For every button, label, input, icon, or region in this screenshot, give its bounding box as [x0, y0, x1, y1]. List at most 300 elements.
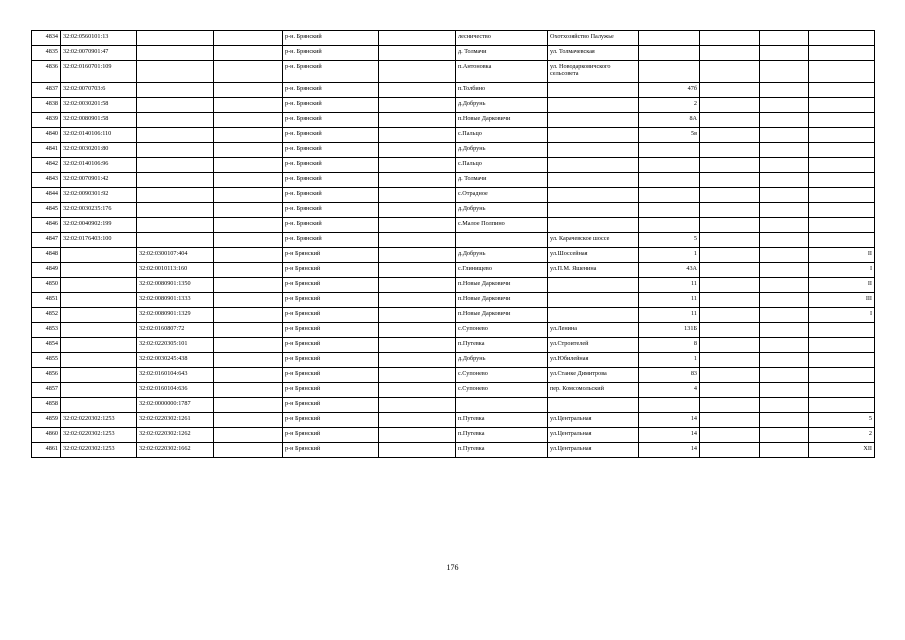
- empty-cell: [214, 203, 283, 218]
- empty-cell: [700, 61, 760, 83]
- empty-cell: [214, 398, 283, 413]
- cadastral-number-new: 32:02:0220305:101: [137, 338, 214, 353]
- table-row: [32, 338, 875, 353]
- extra-cell: [809, 98, 875, 113]
- empty-cell: [700, 338, 760, 353]
- extra-cell: XII: [809, 443, 875, 458]
- empty-cell: [379, 143, 456, 158]
- empty-cell: [700, 323, 760, 338]
- empty-cell: [379, 353, 456, 368]
- table-row: [32, 428, 875, 443]
- row-number: 4859: [32, 413, 61, 428]
- empty-cell: [379, 413, 456, 428]
- street-cell: [548, 98, 639, 113]
- empty-cell: [214, 263, 283, 278]
- street-cell: ул. Новодарковичского сельсовета: [548, 61, 639, 83]
- row-number: 4834: [32, 31, 61, 46]
- registry-table-body: [32, 31, 875, 458]
- cadastral-number-old: [61, 278, 137, 293]
- empty-cell: [214, 368, 283, 383]
- house-number-cell: [639, 218, 700, 233]
- cadastral-number-new: [137, 31, 214, 46]
- cadastral-number-old: 32:02:0030235:176: [61, 203, 137, 218]
- table-row: [32, 143, 875, 158]
- empty-cell: [214, 293, 283, 308]
- cadastral-number-old: [61, 353, 137, 368]
- cadastral-number-old: 32:02:0030201:80: [61, 143, 137, 158]
- house-number-cell: [639, 188, 700, 203]
- row-number: 4848: [32, 248, 61, 263]
- cadastral-number-old: 32:02:0560101:13: [61, 31, 137, 46]
- extra-cell: [809, 218, 875, 233]
- cadastral-number-new: 32:02:0080901:1350: [137, 278, 214, 293]
- empty-cell: [379, 61, 456, 83]
- empty-cell: [700, 308, 760, 323]
- empty-cell: [700, 31, 760, 46]
- cadastral-number-new: [137, 218, 214, 233]
- empty-cell: [760, 263, 809, 278]
- house-number-cell: 1: [639, 353, 700, 368]
- empty-cell: [379, 31, 456, 46]
- street-cell: ул.Центральная: [548, 443, 639, 458]
- table-row: [32, 293, 875, 308]
- empty-cell: [700, 278, 760, 293]
- cadastral-number-old: [61, 263, 137, 278]
- settlement-cell: п.Новые Дарковичи: [456, 308, 548, 323]
- row-number: 4852: [32, 308, 61, 323]
- empty-cell: [700, 443, 760, 458]
- cadastral-number-old: [61, 248, 137, 263]
- empty-cell: [760, 83, 809, 98]
- settlement-cell: п.Путевка: [456, 338, 548, 353]
- cadastral-number-new: [137, 113, 214, 128]
- row-number: 4846: [32, 218, 61, 233]
- extra-cell: [809, 173, 875, 188]
- settlement-cell: д.Добрунь: [456, 98, 548, 113]
- empty-cell: [700, 383, 760, 398]
- district-cell: р-н. Брянский: [283, 61, 379, 83]
- empty-cell: [700, 128, 760, 143]
- district-cell: р-н Брянский: [283, 263, 379, 278]
- house-number-cell: [639, 203, 700, 218]
- settlement-cell: п.Антоновка: [456, 61, 548, 83]
- street-cell: [548, 128, 639, 143]
- empty-cell: [760, 188, 809, 203]
- cadastral-number-new: 32:02:0220302:1262: [137, 428, 214, 443]
- district-cell: р-н Брянский: [283, 383, 379, 398]
- extra-cell: [809, 143, 875, 158]
- table-row: [32, 308, 875, 323]
- empty-cell: [700, 218, 760, 233]
- empty-cell: [760, 293, 809, 308]
- empty-cell: [760, 398, 809, 413]
- settlement-cell: п.Новые Дарковичи: [456, 278, 548, 293]
- empty-cell: [760, 443, 809, 458]
- house-number-cell: [639, 398, 700, 413]
- district-cell: р-н Брянский: [283, 368, 379, 383]
- empty-cell: [760, 113, 809, 128]
- street-cell: ул.Ленина: [548, 323, 639, 338]
- settlement-cell: с.Супонево: [456, 368, 548, 383]
- empty-cell: [214, 46, 283, 61]
- empty-cell: [700, 413, 760, 428]
- empty-cell: [379, 98, 456, 113]
- cadastral-number-new: [137, 233, 214, 248]
- house-number-cell: 47б: [639, 83, 700, 98]
- row-number: 4844: [32, 188, 61, 203]
- street-cell: [548, 308, 639, 323]
- street-cell: [548, 113, 639, 128]
- empty-cell: [214, 218, 283, 233]
- table-row: [32, 278, 875, 293]
- cadastral-number-old: 32:02:0220302:1253: [61, 428, 137, 443]
- table-row: [32, 46, 875, 61]
- cadastral-number-old: 32:02:0040902:199: [61, 218, 137, 233]
- district-cell: р-н Брянский: [283, 323, 379, 338]
- empty-cell: [760, 31, 809, 46]
- empty-cell: [214, 443, 283, 458]
- extra-cell: [809, 398, 875, 413]
- table-row: [32, 203, 875, 218]
- cadastral-number-new: 32:02:0030245:438: [137, 353, 214, 368]
- cadastral-number-old: 32:02:0070901:47: [61, 46, 137, 61]
- empty-cell: [760, 98, 809, 113]
- extra-cell: [809, 323, 875, 338]
- cadastral-number-old: [61, 383, 137, 398]
- table-row: [32, 173, 875, 188]
- district-cell: р-н. Брянский: [283, 46, 379, 61]
- empty-cell: [760, 383, 809, 398]
- empty-cell: [379, 248, 456, 263]
- empty-cell: [760, 173, 809, 188]
- house-number-cell: 131Б: [639, 323, 700, 338]
- cadastral-number-new: 32:02:0220302:1662: [137, 443, 214, 458]
- extra-cell: II: [809, 248, 875, 263]
- extra-cell: II: [809, 278, 875, 293]
- empty-cell: [700, 158, 760, 173]
- empty-cell: [760, 46, 809, 61]
- settlement-cell: п.Новые Дарковичи: [456, 113, 548, 128]
- empty-cell: [214, 31, 283, 46]
- empty-cell: [379, 188, 456, 203]
- cadastral-number-old: [61, 368, 137, 383]
- settlement-cell: п.Путевка: [456, 413, 548, 428]
- table-row: [32, 158, 875, 173]
- row-number: 4850: [32, 278, 61, 293]
- district-cell: р-н. Брянский: [283, 128, 379, 143]
- empty-cell: [760, 353, 809, 368]
- district-cell: р-н. Брянский: [283, 113, 379, 128]
- empty-cell: [379, 278, 456, 293]
- street-cell: [548, 293, 639, 308]
- empty-cell: [700, 233, 760, 248]
- street-cell: [548, 173, 639, 188]
- empty-cell: [214, 98, 283, 113]
- district-cell: р-н Брянский: [283, 428, 379, 443]
- street-cell: ул. Карачевское шоссе: [548, 233, 639, 248]
- district-cell: р-н. Брянский: [283, 83, 379, 98]
- house-number-cell: 4: [639, 383, 700, 398]
- extra-cell: I: [809, 308, 875, 323]
- extra-cell: [809, 128, 875, 143]
- extra-cell: [809, 338, 875, 353]
- table-row: [32, 413, 875, 428]
- extra-cell: III: [809, 293, 875, 308]
- district-cell: р-н Брянский: [283, 353, 379, 368]
- empty-cell: [760, 338, 809, 353]
- empty-cell: [700, 248, 760, 263]
- row-number: 4837: [32, 83, 61, 98]
- row-number: 4841: [32, 143, 61, 158]
- district-cell: р-н Брянский: [283, 443, 379, 458]
- empty-cell: [700, 263, 760, 278]
- district-cell: р-н. Брянский: [283, 218, 379, 233]
- row-number: 4845: [32, 203, 61, 218]
- extra-cell: [809, 188, 875, 203]
- table-row: [32, 128, 875, 143]
- empty-cell: [214, 308, 283, 323]
- row-number: 4847: [32, 233, 61, 248]
- district-cell: р-н Брянский: [283, 248, 379, 263]
- cadastral-number-old: 32:02:0160701:109: [61, 61, 137, 83]
- empty-cell: [379, 398, 456, 413]
- empty-cell: [700, 203, 760, 218]
- empty-cell: [214, 278, 283, 293]
- empty-cell: [760, 61, 809, 83]
- district-cell: р-н. Брянский: [283, 98, 379, 113]
- settlement-cell: д.Добрунь: [456, 248, 548, 263]
- table-row: [32, 323, 875, 338]
- empty-cell: [214, 338, 283, 353]
- empty-cell: [214, 188, 283, 203]
- table-row: [32, 61, 875, 83]
- row-number: 4861: [32, 443, 61, 458]
- house-number-cell: [639, 158, 700, 173]
- cadastral-number-new: 32:02:0000000:1787: [137, 398, 214, 413]
- empty-cell: [700, 188, 760, 203]
- extra-cell: [809, 158, 875, 173]
- empty-cell: [379, 128, 456, 143]
- empty-cell: [700, 428, 760, 443]
- empty-cell: [214, 383, 283, 398]
- row-number: 4860: [32, 428, 61, 443]
- house-number-cell: 2: [639, 98, 700, 113]
- street-cell: ул.Центральная: [548, 413, 639, 428]
- district-cell: р-н. Брянский: [283, 233, 379, 248]
- empty-cell: [379, 368, 456, 383]
- street-cell: ул. Толмачевская: [548, 46, 639, 61]
- table-row: [32, 248, 875, 263]
- empty-cell: [379, 233, 456, 248]
- extra-cell: [809, 203, 875, 218]
- empty-cell: [700, 98, 760, 113]
- empty-cell: [700, 293, 760, 308]
- table-row: [32, 353, 875, 368]
- cadastral-number-old: [61, 323, 137, 338]
- cadastral-number-old: 32:02:0070703:6: [61, 83, 137, 98]
- table-row: [32, 443, 875, 458]
- empty-cell: [379, 203, 456, 218]
- settlement-cell: с.Супонево: [456, 383, 548, 398]
- cadastral-number-new: [137, 98, 214, 113]
- row-number: 4858: [32, 398, 61, 413]
- cadastral-number-new: [137, 173, 214, 188]
- empty-cell: [379, 46, 456, 61]
- house-number-cell: 43А: [639, 263, 700, 278]
- house-number-cell: 5: [639, 233, 700, 248]
- extra-cell: 2: [809, 428, 875, 443]
- empty-cell: [700, 143, 760, 158]
- cadastral-number-old: 32:02:0080901:58: [61, 113, 137, 128]
- district-cell: р-н. Брянский: [283, 203, 379, 218]
- street-cell: ул.П.М. Яшенина: [548, 263, 639, 278]
- cadastral-number-new: 32:02:0160104:643: [137, 368, 214, 383]
- page-number: 176: [446, 563, 459, 572]
- street-cell: [548, 143, 639, 158]
- house-number-cell: [639, 61, 700, 83]
- cadastral-number-old: [61, 338, 137, 353]
- street-cell: [548, 83, 639, 98]
- street-cell: ул.Станке Димитрова: [548, 368, 639, 383]
- empty-cell: [379, 323, 456, 338]
- house-number-cell: [639, 143, 700, 158]
- empty-cell: [214, 113, 283, 128]
- settlement-cell: д. Толмачи: [456, 46, 548, 61]
- row-number: 4854: [32, 338, 61, 353]
- street-cell: ул.Центральная: [548, 428, 639, 443]
- empty-cell: [700, 46, 760, 61]
- row-number: 4843: [32, 173, 61, 188]
- settlement-cell: лесничество: [456, 31, 548, 46]
- empty-cell: [700, 353, 760, 368]
- row-number: 4839: [32, 113, 61, 128]
- district-cell: р-н. Брянский: [283, 158, 379, 173]
- cadastral-number-new: [137, 203, 214, 218]
- extra-cell: [809, 83, 875, 98]
- extra-cell: [809, 46, 875, 61]
- settlement-cell: с.Глинищево: [456, 263, 548, 278]
- row-number: 4836: [32, 61, 61, 83]
- cadastral-number-old: 32:02:0030201:58: [61, 98, 137, 113]
- empty-cell: [379, 158, 456, 173]
- empty-cell: [760, 203, 809, 218]
- row-number: 4851: [32, 293, 61, 308]
- empty-cell: [700, 83, 760, 98]
- settlement-cell: с.Отрадное: [456, 188, 548, 203]
- empty-cell: [379, 338, 456, 353]
- cadastral-number-new: [137, 46, 214, 61]
- cadastral-number-new: [137, 83, 214, 98]
- empty-cell: [214, 428, 283, 443]
- house-number-cell: 83: [639, 368, 700, 383]
- cadastral-number-new: [137, 188, 214, 203]
- cadastral-number-new: [137, 143, 214, 158]
- cadastral-number-old: 32:02:0140106:96: [61, 158, 137, 173]
- empty-cell: [760, 128, 809, 143]
- empty-cell: [760, 158, 809, 173]
- row-number: 4835: [32, 46, 61, 61]
- row-number: 4857: [32, 383, 61, 398]
- district-cell: р-н. Брянский: [283, 31, 379, 46]
- empty-cell: [214, 233, 283, 248]
- row-number: 4838: [32, 98, 61, 113]
- district-cell: р-н Брянский: [283, 338, 379, 353]
- settlement-cell: д. Толмачи: [456, 173, 548, 188]
- empty-cell: [760, 233, 809, 248]
- house-number-cell: 14: [639, 428, 700, 443]
- empty-cell: [700, 113, 760, 128]
- cadastral-number-new: 32:02:0160807:72: [137, 323, 214, 338]
- extra-cell: [809, 31, 875, 46]
- cadastral-number-old: 32:02:0176403:100: [61, 233, 137, 248]
- empty-cell: [214, 158, 283, 173]
- empty-cell: [379, 83, 456, 98]
- row-number: 4853: [32, 323, 61, 338]
- cadastral-number-new: 32:02:0080901:1329: [137, 308, 214, 323]
- settlement-cell: [456, 233, 548, 248]
- table-row: [32, 31, 875, 46]
- table-row: [32, 263, 875, 278]
- house-number-cell: [639, 31, 700, 46]
- cadastral-number-new: 32:02:0010113:160: [137, 263, 214, 278]
- cadastral-number-new: 32:02:0300107:404: [137, 248, 214, 263]
- settlement-cell: с.Малое Полпино: [456, 218, 548, 233]
- table-row: [32, 218, 875, 233]
- cadastral-number-old: [61, 293, 137, 308]
- extra-cell: [809, 233, 875, 248]
- settlement-cell: [456, 398, 548, 413]
- cadastral-number-old: [61, 308, 137, 323]
- settlement-cell: с.Пальцо: [456, 158, 548, 173]
- settlement-cell: д.Добрунь: [456, 143, 548, 158]
- table-row: [32, 188, 875, 203]
- empty-cell: [214, 173, 283, 188]
- empty-cell: [214, 143, 283, 158]
- table-row: [32, 98, 875, 113]
- extra-cell: [809, 113, 875, 128]
- extra-cell: [809, 353, 875, 368]
- row-number: 4849: [32, 263, 61, 278]
- street-cell: [548, 398, 639, 413]
- empty-cell: [379, 173, 456, 188]
- settlement-cell: п.Путевка: [456, 443, 548, 458]
- cadastral-number-new: 32:02:0220302:1261: [137, 413, 214, 428]
- street-cell: [548, 278, 639, 293]
- extra-cell: I: [809, 263, 875, 278]
- house-number-cell: 14: [639, 413, 700, 428]
- registry-table: [31, 30, 875, 458]
- table-row: [32, 83, 875, 98]
- district-cell: р-н Брянский: [283, 308, 379, 323]
- settlement-cell: с.Супонево: [456, 323, 548, 338]
- empty-cell: [214, 248, 283, 263]
- house-number-cell: [639, 46, 700, 61]
- table-row: [32, 383, 875, 398]
- empty-cell: [379, 428, 456, 443]
- house-number-cell: 1: [639, 248, 700, 263]
- street-cell: [548, 203, 639, 218]
- empty-cell: [760, 308, 809, 323]
- street-cell: [548, 218, 639, 233]
- settlement-cell: п.Путевка: [456, 428, 548, 443]
- empty-cell: [214, 128, 283, 143]
- settlement-cell: с.Пальцо: [456, 128, 548, 143]
- cadastral-number-old: 32:02:0090301:92: [61, 188, 137, 203]
- settlement-cell: п.Толбино: [456, 83, 548, 98]
- empty-cell: [760, 143, 809, 158]
- row-number: 4855: [32, 353, 61, 368]
- street-cell: Охотхозяйство Палужье: [548, 31, 639, 46]
